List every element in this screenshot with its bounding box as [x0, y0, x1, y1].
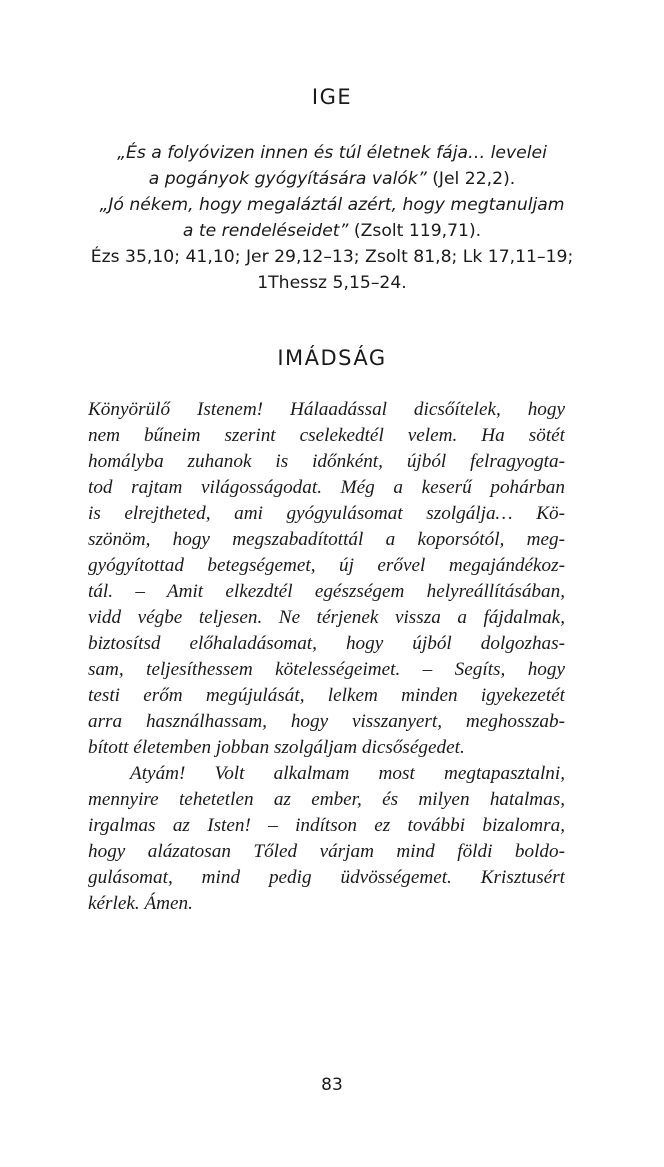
ige-quote: a te rendeléseidet”: [182, 221, 349, 241]
ige-reference: (Jel 22,2).: [426, 169, 516, 189]
prayer-line: kérlek. Ámen.: [88, 893, 193, 914]
prayer-line: sam, teljesíthessem kötelességeimet. – Segíts, hogy: [88, 659, 565, 680]
prayer-line: tál. – Amit elkezdtél egészségem helyreállításában,: [88, 581, 565, 602]
ige-line: [60, 244, 604, 270]
ige-reference: Ézs 35,10; 41,10; Jer 29,12–13; Zsolt 81,8; Lk 17,11–19;: [90, 247, 574, 267]
prayer-line: is elrejtheted, ami gyógyulásomat szolgálja… Kö-: [88, 503, 565, 524]
prayer-line: testi erőm megújulását, lelkem minden igyekezetét: [88, 685, 565, 706]
prayer-text: [88, 397, 565, 917]
prayer-line: hogy alázatosan Tőled várjam mind földi boldo-: [88, 841, 565, 862]
ige-line: [60, 270, 604, 296]
prayer-line: gulásomat, mind pedig üdvösségemet. Krisztusért: [88, 867, 565, 888]
prayer-line: vidd végbe teljesen. Ne térjenek vissza a fájdalmak,: [88, 607, 565, 628]
prayer-line: irgalmas az Isten! – indítson ez további bizalomra,: [88, 815, 565, 836]
ige-quote: „És a folyóvizen innen és túl életnek fája… levelei: [117, 143, 547, 163]
prayer-line: szönöm, hogy megszabadítottál a koporsótól, meg-: [88, 529, 565, 550]
ige-reference: 1Thessz 5,15–24.: [257, 273, 407, 293]
prayer-line: arra használhassam, hogy visszanyert, meghosszab-: [88, 711, 565, 732]
ige-reference: (Zsolt 119,71).: [348, 221, 482, 241]
ige-line: [60, 166, 604, 192]
ige-scripture-block: [60, 140, 604, 296]
imadsag-heading: IMÁDSÁG: [277, 346, 387, 370]
page-number: 83: [321, 1075, 343, 1095]
prayer-line: gyógyítottad betegségemet, új erővel megajándékoz-: [88, 555, 565, 576]
prayer-line: bított életemben jobban szolgáljam dicsőségedet.: [88, 737, 465, 758]
prayer-line: biztosítsd előhaladásomat, hogy újból dolgozhas-: [88, 633, 565, 654]
prayer-line: mennyire tehetetlen az ember, és milyen hatalmas,: [88, 789, 565, 810]
ige-heading: IGE: [311, 85, 353, 109]
ige-line: [60, 218, 604, 244]
ige-line: [60, 192, 604, 218]
ige-quote: a pogányok gyógyítására valók”: [148, 169, 427, 189]
prayer-line: homályba zuhanok is időnként, újból felragyogta-: [88, 451, 565, 472]
ige-quote: „Jó nékem, hogy megaláztál azért, hogy megtanuljam: [99, 195, 565, 215]
prayer-line: Atyám! Volt alkalmam most megtapasztalni,: [130, 763, 565, 784]
ige-line: [60, 140, 604, 166]
prayer-line: nem bűneim szerint cselekedtél velem. Ha sötét: [88, 425, 565, 446]
prayer-line: Könyörülő Istenem! Hálaadással dicsőítelek, hogy: [88, 399, 565, 420]
prayer-line: tod rajtam világosságodat. Még a keserű pohárban: [88, 477, 565, 498]
